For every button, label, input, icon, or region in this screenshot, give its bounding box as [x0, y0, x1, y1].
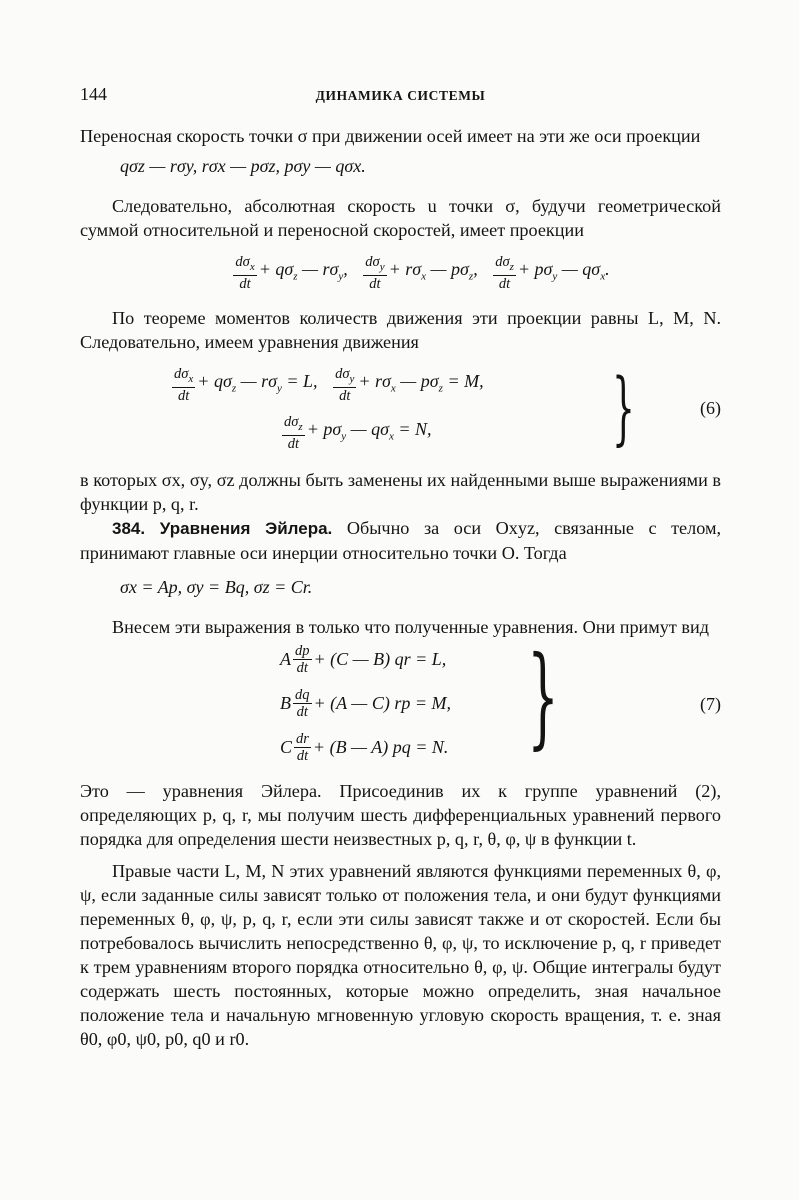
fraction: $\frac{d\sigma_y}{dt}$ [365, 254, 385, 292]
paragraph-transport-velocity: Переносная скорость точки σ при движении осей имеет на эти же оси проекции [80, 126, 701, 146]
equation-number-7: (7) [700, 693, 721, 714]
running-title: ДИНАМИКА СИСТЕМЫ [315, 88, 486, 103]
page [80, 84, 721, 1051]
paragraph-moment-theorem: По теореме моментов количеств движения эти проекции равны L, M, N. Следовательно, имеем уравнения движения [80, 307, 721, 352]
euler-equation-2: + (A — C) rp = M, [313, 693, 451, 714]
paragraph-euler-equations: Это — уравнения Эйлера. Присоединив их к группе уравнений (2), определяющих p, q, r, мы получим шесть дифференциальных уравнений первого порядка для определения шести неизвестных p, q, r, θ, φ, ψ в функции t. [80, 780, 721, 849]
euler-equation-3: + (B — A) pq = N. [312, 737, 449, 758]
equation-system-6: $\frac{d\sigma_x}{dt}$ + $q\sigma_z$ — $r\sigma_y = L$, $\frac{d\sigma_y}{dt}$ + $r\sigma_x$ — $p\sigma_z = M$, $\frac{d\sigma_z}{dt}$ + $p\sigma_y$ — $q\sigma_x = N$, } (6) [174, 360, 721, 454]
page-number: 144 [80, 84, 107, 104]
fraction: $\frac{d\sigma_x}{dt}$ [235, 254, 255, 292]
paragraph-absolute-velocity: Следовательно, абсолютная скорость u точки σ, будучи геометрической суммой относительной и переносной скоростей, имеет проекции [80, 196, 721, 240]
equation-sigma: σx = Ap, σy = Bq, σz = Cr. [120, 576, 313, 597]
fraction: $\frac{d\sigma_z}{dt}$ [495, 254, 514, 292]
section-title: 384. Уравнения Эйлера. [112, 518, 333, 538]
equation-number-6: (6) [700, 397, 721, 418]
equation-absolute-velocity: $\frac{d\sigma_x}{dt}$ + $q\sigma_z$ — $r\sigma_y$, $\frac{d\sigma_y}{dt}$ + $r\sigma_x$ — $p\sigma_z$, $\frac{d\sigma_z}{dt}$ + $p\sigma_y$ — $q\sigma_x$. [235, 254, 610, 292]
right-brace: } [611, 360, 635, 454]
page-header [80, 84, 721, 110]
paragraph-substitution: в которых σx, σy, σz должны быть заменены их найденными выше выражениями в функции p, q, r. [80, 469, 721, 514]
section-text: Обычно за оси Oxyz, связанные с телом, принимают главные оси инерции относительно точки O. Тогда [80, 517, 722, 563]
equation-transport-velocity: qσz — rσy, rσx — pσz, pσy — qσx. [120, 156, 366, 176]
section-384 [80, 516, 721, 565]
right-brace: } [527, 631, 559, 760]
equation-system-7: A $\frac{dp}{dt}$ + (C — B) qr = L, B $\frac{dq}{dt}$ + (A — C) rp = M, C $\frac{dr}{dt}$ + (B — A) pq = N. } (7) [280, 631, 721, 764]
euler-equation-1: + (C — B) qr = L, [313, 649, 447, 670]
paragraph-substitute: Внесем эти выражения в только что полученные уравнения. Они примут вид [112, 616, 709, 637]
paragraph-right-parts: Правые части L, M, N этих уравнений являются функциями переменных θ, φ, ψ, если заданные силы зависят только от положения тела, и они будут функциями переменных θ, φ, ψ, p, q, r, если эти силы зависят также и от скоростей. Если бы потребовалось вычислить непосредственно θ, φ, ψ, то исключение p, q, r приведет к трем уравнениям второго порядка относительно θ, φ, ψ. Общие интегралы будут содержать шесть постоянных, которые можно определить, зная начальное положение тела и начальную мгновенную угловую скорость вращения, т. е. зная θ0, φ0, ψ0, p0, q0 и r0. [80, 860, 721, 1049]
